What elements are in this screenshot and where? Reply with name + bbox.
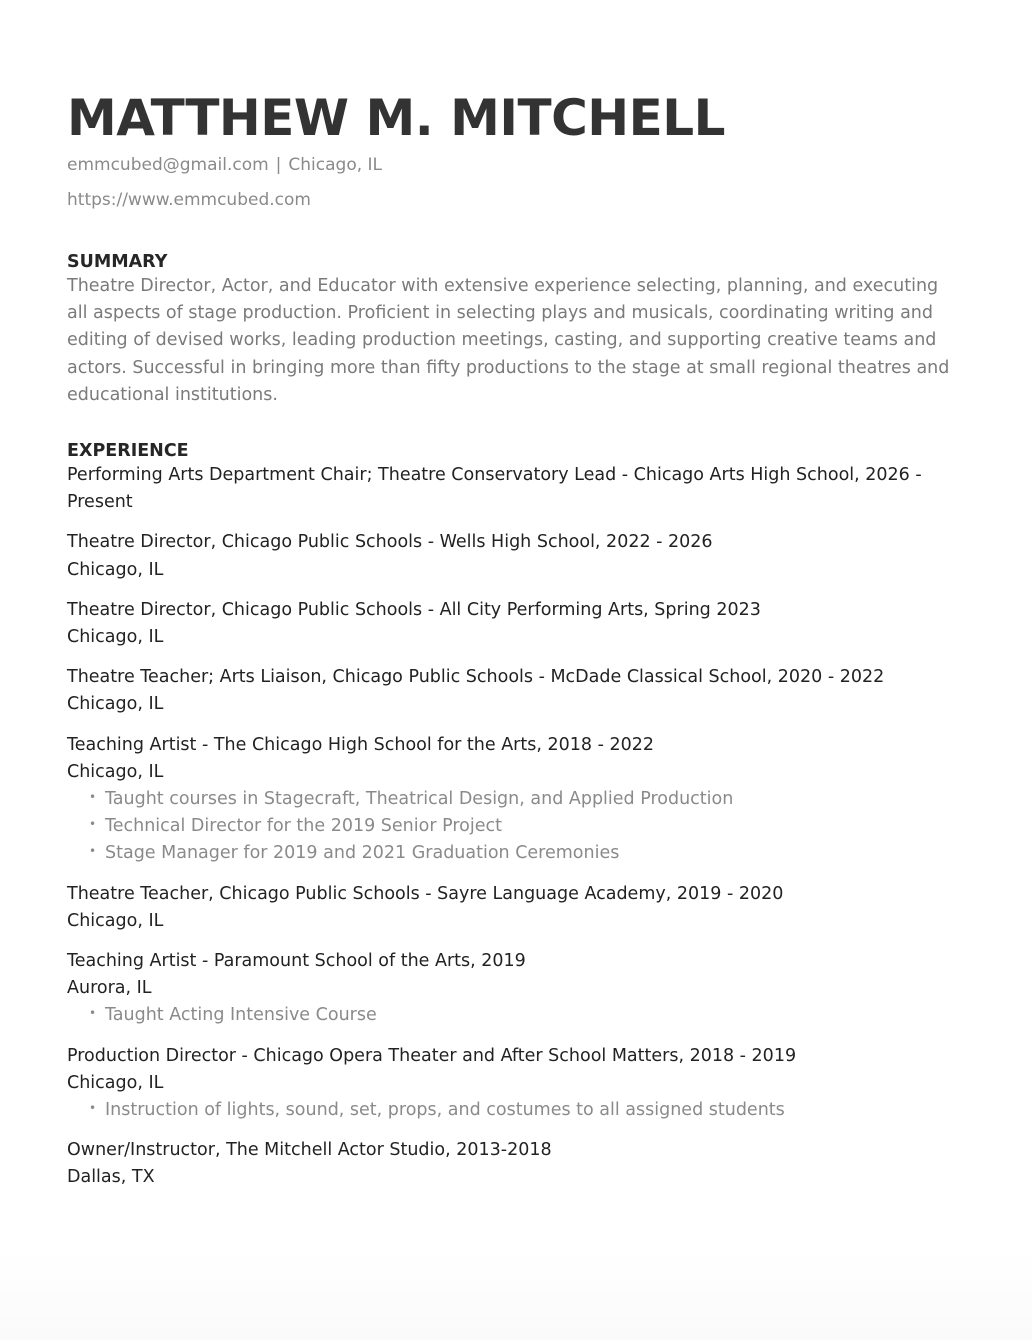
job-bullet-list bbox=[67, 786, 957, 868]
job-location: Chicago, IL bbox=[67, 627, 164, 648]
job-bullet bbox=[89, 786, 957, 813]
job-location: Dallas, TX bbox=[67, 1167, 155, 1188]
job-bullet-list bbox=[67, 1002, 957, 1029]
experience-heading: EXPERIENCE bbox=[67, 441, 189, 462]
experience-list bbox=[67, 462, 957, 1192]
contact-separator: | bbox=[275, 155, 282, 175]
job-entry bbox=[67, 529, 957, 583]
job-title: Teaching Artist - Paramount School of the Arts, 2019 bbox=[67, 951, 526, 972]
contact-line bbox=[67, 154, 957, 176]
job-entry bbox=[67, 462, 957, 516]
email-link[interactable]: emmcubed@gmail.com bbox=[67, 155, 269, 175]
job-entry bbox=[67, 1043, 957, 1125]
bullet-icon: • bbox=[89, 790, 97, 805]
job-bullet-text: Stage Manager for 2019 and 2021 Graduation Ceremonies bbox=[105, 843, 620, 864]
job-title: Theatre Director, Chicago Public Schools - All City Performing Arts, Spring 2023 bbox=[67, 599, 761, 620]
job-entry bbox=[67, 881, 957, 935]
job-entry bbox=[67, 1137, 957, 1191]
summary-heading: SUMMARY bbox=[67, 252, 168, 272]
job-title: Performing Arts Department Chair; Theatre Conservatory Lead - Chicago Arts High School, 2026 - Present bbox=[67, 465, 922, 513]
job-bullet bbox=[89, 840, 957, 867]
job-title: Theatre Teacher, Chicago Public Schools - Sayre Language Academy, 2019 - 2020 bbox=[67, 883, 784, 904]
job-location: Aurora, IL bbox=[67, 978, 152, 999]
website-link[interactable]: https://www.emmcubed.com bbox=[67, 190, 311, 210]
bullet-icon: • bbox=[89, 817, 97, 832]
bullet-icon: • bbox=[89, 1006, 97, 1021]
job-bullet-list bbox=[67, 1097, 957, 1124]
job-bullet-text: Technical Director for the 2019 Senior Project bbox=[105, 816, 502, 837]
job-location: Chicago, IL bbox=[67, 694, 164, 715]
summary-text: Theatre Director, Actor, and Educator with extensive experience selecting, planning, and executing all aspects of stage production. Proficient in selecting plays and musicals, coordinating writing and editing of devised works, leading production meetings, casting, and supporting creative teams and actors. Successful in bringing more than fifty productions to the stage at small regional theatres and educational institutions. bbox=[67, 276, 950, 405]
job-entry bbox=[67, 948, 957, 1030]
job-entry bbox=[67, 597, 957, 651]
job-title: Production Director - Chicago Opera Theater and After School Matters, 2018 - 2019 bbox=[67, 1045, 797, 1066]
job-bullet bbox=[89, 1002, 957, 1029]
job-location: Chicago, IL bbox=[67, 910, 164, 931]
candidate-name: MATTHEW M. MITCHELL bbox=[67, 89, 726, 147]
job-location: Chicago, IL bbox=[67, 761, 164, 782]
job-bullet bbox=[89, 1097, 957, 1124]
job-entry bbox=[67, 664, 957, 718]
page-footer-shade bbox=[0, 1250, 1032, 1340]
job-title: Theatre Director, Chicago Public Schools - Wells High School, 2022 - 2026 bbox=[67, 532, 713, 553]
bullet-icon: • bbox=[89, 844, 97, 859]
location-text: Chicago, IL bbox=[288, 155, 383, 175]
job-location: Chicago, IL bbox=[67, 1072, 164, 1093]
bullet-icon: • bbox=[89, 1101, 97, 1116]
resume-content bbox=[67, 88, 957, 1192]
job-bullet-text: Taught Acting Intensive Course bbox=[105, 1005, 377, 1026]
job-bullet bbox=[89, 813, 957, 840]
job-title: Teaching Artist - The Chicago High School for the Arts, 2018 - 2022 bbox=[67, 734, 654, 755]
job-location: Chicago, IL bbox=[67, 559, 164, 580]
job-bullet-text: Instruction of lights, sound, set, props, and costumes to all assigned students bbox=[105, 1100, 785, 1121]
job-title: Theatre Teacher; Arts Liaison, Chicago Public Schools - McDade Classical School, 2020 - 2022 bbox=[67, 667, 885, 688]
job-entry bbox=[67, 732, 957, 868]
job-title: Owner/Instructor, The Mitchell Actor Studio, 2013-2018 bbox=[67, 1140, 552, 1161]
job-bullet-text: Taught courses in Stagecraft, Theatrical Design, and Applied Production bbox=[105, 789, 734, 810]
